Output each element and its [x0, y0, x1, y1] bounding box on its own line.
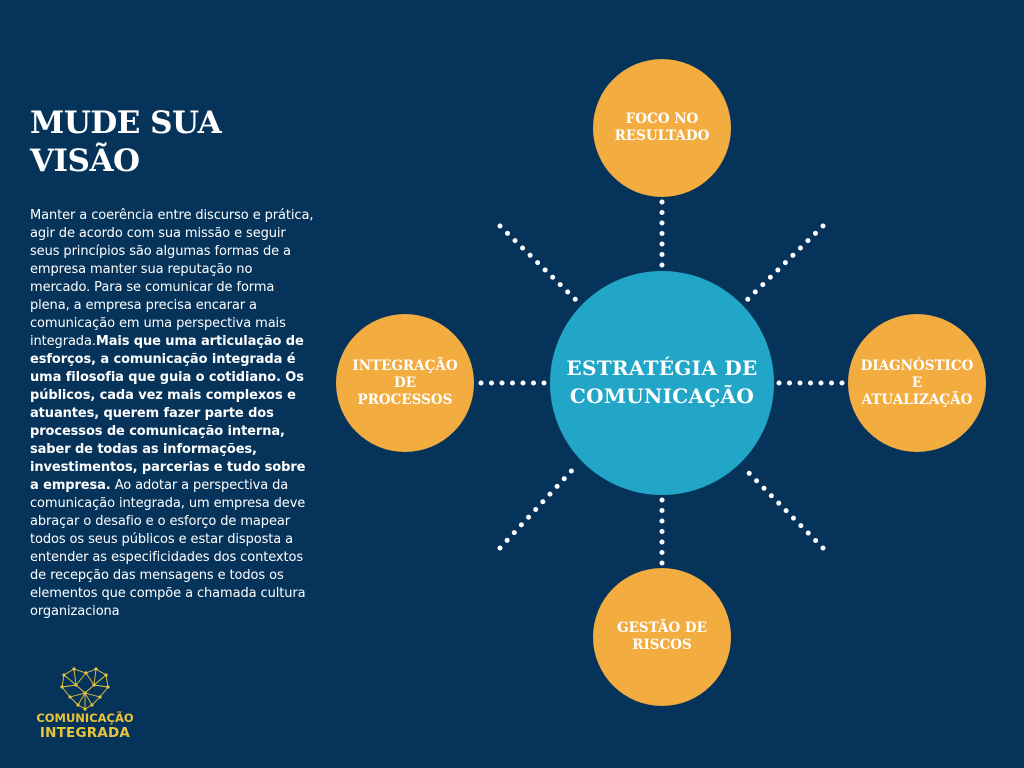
top-label-line-1: FOCO NO — [625, 111, 699, 127]
top-label-line-2: RESULTADO — [614, 128, 710, 144]
center-label-line-1: ESTRATÉGIA DE — [566, 356, 758, 380]
brand-logo — [30, 665, 140, 745]
center-node-label — [552, 340, 772, 424]
body-text-bold: Mais que uma articulação de esforços, a comunicação integrada é uma filosofia que guia o cotidiano. Os públicos, cada vez mais complexos e atuantes, querem fazer parte dos processos de comunicação interna, saber de todas as informações, investimentos, parcerias e tudo sobre a empresa. — [30, 334, 306, 493]
right-label-line-3: ATUALIZAÇÃO — [861, 391, 973, 408]
right-label-line-2: E — [911, 374, 923, 391]
bottom-node-label — [600, 605, 724, 669]
right-label-line-1: DIAGNÓSTICO — [860, 357, 974, 374]
logo-text-line-2: INTEGRADA — [39, 725, 131, 741]
title-line-2: VISÃO — [30, 143, 140, 179]
bottom-label-line-2: RISCOS — [632, 637, 692, 653]
body-text-intro: Manter a coerência entre discurso e prática, agir de acordo com sua missão e seguir seus princípios são algumas formas de a empresa manter sua reputação no mercado. Para se comunicar de forma plena, a empresa precisa encarar a comunicação em uma perspectiva mais integrada. — [30, 208, 314, 349]
bottom-label-line-1: GESTÃO DE — [617, 620, 707, 636]
left-label-line-1: INTEGRAÇÃO — [352, 357, 458, 374]
left-label-line-3: PROCESSOS — [357, 391, 453, 408]
title-line-1: MUDE SUA — [30, 105, 222, 141]
left-label-line-2: DE — [393, 374, 416, 391]
top-node-label — [600, 96, 724, 160]
left-node-label — [340, 350, 470, 416]
body-text-conclusion: Ao adotar a perspectiva da comunicação integrada, um empresa deve abraçar o desafio e o esforço de mapear todos os seus públicos e estar disposta a entender as especificidades dos contextos de recepção das mensagens e todos os elementos que compõe a chamada cultura organizaciona — [30, 478, 306, 619]
connector-diagonal-bottom-left — [500, 466, 576, 548]
right-node-label — [852, 350, 982, 416]
logo-text-line-1: COMUNICAÇÃO — [36, 711, 134, 725]
connector-diagonal-top-left — [500, 226, 576, 300]
connector-diagonal-bottom-right — [742, 466, 823, 548]
connector-diagonal-top-right — [747, 226, 823, 300]
center-label-line-2: COMUNICAÇÃO — [569, 384, 755, 408]
network-icon — [30, 665, 140, 711]
